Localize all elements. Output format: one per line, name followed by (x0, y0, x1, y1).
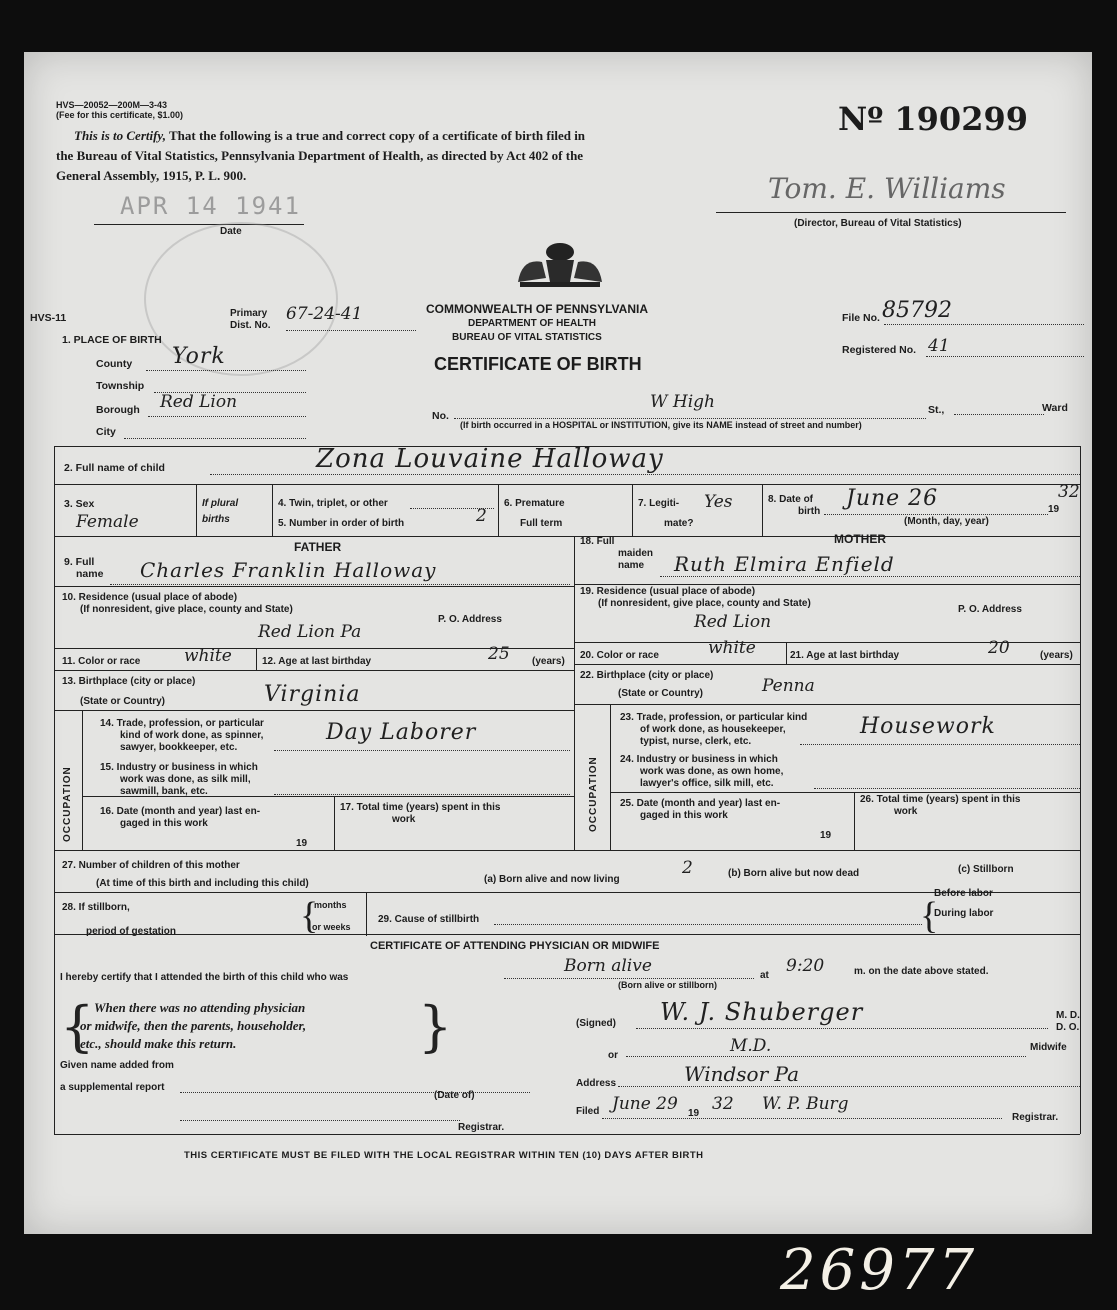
registered-no-label: Registered No. (842, 344, 917, 356)
order-label: 5. Number in order of birth (278, 518, 405, 529)
certify-line2: the Bureau of Vital Statistics, Pennsylvania Department of Health, as directed by Act 402 of the (56, 148, 584, 163)
father-last-engaged-label-2: gaged in this work (120, 818, 208, 829)
coat-of-arms-icon (512, 238, 608, 290)
mother-occupation-label: OCCUPATION (588, 756, 599, 832)
address-value: Windsor Pa (684, 1062, 799, 1086)
children-sub-label: (At time of this birth and including this child) (96, 878, 309, 889)
mother-trade-label-2: of work done, as housekeeper, (640, 724, 786, 735)
primary-dist-value: 67-24-41 (286, 304, 363, 324)
mother-trade-label: 23. Trade, profession, or particular kind (620, 712, 808, 723)
child-name-label: 2. Full name of child (64, 462, 165, 474)
children-label: 27. Number of children of this mother (62, 860, 240, 871)
father-occupation-label: OCCUPATION (62, 766, 73, 842)
physician-title-value: M.D. (730, 1036, 772, 1056)
if-stillborn-label: 28. If stillborn, (62, 902, 130, 913)
mother-header: MOTHER (834, 532, 886, 546)
dob-hint: (Month, day, year) (904, 516, 989, 527)
father-name-label-2: name (76, 568, 104, 580)
dob-year-prefix: 19 (1048, 504, 1060, 515)
mother-age-value: 20 (988, 638, 1010, 658)
mother-last-engaged-label-2: gaged in this work (640, 810, 728, 821)
weeks-label: or weeks (312, 922, 351, 932)
sex-label: 3. Sex (64, 498, 95, 510)
filing-notice: THIS CERTIFICATE MUST BE FILED WITH THE LOCAL REGISTRAR WITHIN TEN (10) DAYS AFTER BIRTH (184, 1150, 704, 1161)
sex-value: Female (76, 512, 139, 532)
born-hint: (Born alive or stillborn) (618, 980, 718, 990)
st-label: St., (928, 404, 945, 416)
filed-year: 32 (712, 1094, 734, 1114)
do-label: D. O. (1056, 1022, 1080, 1033)
father-name-label: 9. Full (64, 556, 95, 568)
father-header: FATHER (294, 540, 342, 554)
births-label: births (202, 514, 230, 525)
legitimate-value: Yes (704, 492, 733, 512)
file-no-value: 85792 (882, 298, 952, 323)
mother-maiden-label: maiden (618, 548, 654, 559)
father-state-label: (State or Country) (80, 696, 165, 707)
street-no-label: No. (432, 410, 449, 422)
borough-label: Borough (96, 404, 140, 416)
township-label: Township (96, 380, 145, 392)
mother-trade-value: Housework (860, 714, 996, 739)
registrar-label: Registrar. (458, 1122, 505, 1133)
mother-name-label: 18. Full (580, 536, 615, 547)
mother-color-value: white (708, 638, 756, 658)
cert-no-prefix: Nº (838, 100, 884, 138)
form-id: HVS-11 (30, 312, 67, 324)
filed-registrar-signature: W. P. Burg (762, 1094, 849, 1114)
registered-no-value: 41 (928, 336, 950, 356)
cause-of-stillbirth-label: 29. Cause of stillbirth (378, 914, 480, 925)
filed-year-prefix: 19 (688, 1108, 700, 1119)
at-label: at (760, 970, 769, 981)
midwife-label: Midwife (1030, 1042, 1067, 1053)
during-labor-label: During labor (934, 908, 994, 919)
father-po-label: P. O. Address (438, 614, 502, 625)
before-labor-label: Before labor (934, 888, 993, 899)
time-suffix: m. on the date above stated. (854, 966, 989, 977)
mother-total-time-label-2: work (894, 806, 918, 817)
mother-industry-label: 24. Industry or business in which (620, 754, 778, 765)
father-trade-value: Day Laborer (326, 720, 477, 745)
mother-last-engaged-label: 25. Date (month and year) last en- (620, 798, 781, 809)
premature-label: 6. Premature (504, 498, 565, 509)
mother-age-label: 21. Age at last birthday (790, 650, 900, 661)
mother-last-engaged-year: 19 (820, 830, 832, 841)
mother-years-label: (years) (1040, 650, 1073, 661)
father-residence-label: 10. Residence (usual place of abode) (62, 592, 238, 603)
dob-label: 8. Date of (768, 494, 814, 505)
county-value: York (172, 344, 226, 369)
father-total-time-label: 17. Total time (years) spent in this (340, 802, 501, 813)
bureau-heading: BUREAU OF VITAL STATISTICS (452, 332, 602, 343)
borough-value: Red Lion (160, 392, 238, 412)
born-alive-living-value: 2 (682, 858, 693, 878)
no-physician-note-2: or midwife, then the parents, householder, (80, 1018, 307, 1033)
no-physician-note-1: When there was no attending physician (94, 1000, 306, 1015)
mother-po-label: P. O. Address (958, 604, 1022, 615)
dob-value: June 26 (846, 486, 939, 511)
filed-date-value: June 29 (612, 1094, 678, 1114)
physician-header: CERTIFICATE OF ATTENDING PHYSICIAN OR MIDWIFE (370, 940, 660, 952)
mother-residence-note: (If nonresident, give place, county and State) (598, 598, 811, 609)
father-birthplace-value: Virginia (264, 682, 361, 707)
certify-line1: That the following is a true and correct copy of a certificate of birth filed in (168, 128, 586, 143)
certificate-sheet: HVS—20052—200M—3-43 (Fee for this certificate, $1.00) This is to Certify, That the following is a true and correct copy of a certificate of birth filed in the Bureau of Vital Statistics, Pennsylvania Department of Health, as directed by Act 402 of the General Assembly, 1915, P. L. 900. APR 14 1941 Date Nº 190299 Tom. E. Williams (Director, Bureau of Vital Statistics) HVS-11 Primary Dist. No. 67-24-41 COMMONWEALTH OF PENNSYLVANIA DEPARTMENT OF HEALTH BUREAU OF VITAL STATISTICS CERTIFICATE OF BIRTH File No. 85792 Registered No. 41 1. PLACE OF BIRTH County York Township Borough Red Lion City No. W High St., Ward (If birth occurred in a HOSPITAL or INSTITUTION, give its NAME instead of street and number) 2. Full name of child Zona Louvaine Halloway 3. Sex Female If plural births 4. Twin, triplet, or other 5. Number in order of birth 2 6. Premature Full term 7. Legiti- mate? Yes 8. Date of birth June 26 19 32 (Month, day, year) FATHER 9. Full name Charles Franklin Halloway 18. Full MOTHER maiden name Ruth Elmira Enfield 10. Residence (usual place of abode) (If nonresident, give place, county and State) P. O. Address Red Lion Pa 19. Residence (usual place of abode) (If nonresident, give place, county and State) P. O. Address Red Lion 11. Color or race white 12. Age at last birthday 25 (years) 20. Color or race white 21. Age at last birthday 20 (years) 13. Birthplace (city or place) (State or Country) Virginia 22. Birthplace (city or place) (State or Country) Penna OCCUPATION OCCUPATION 14. Trade, profession, or particular kind of work done, as spinner, sawyer, bookkeeper, etc. Day Laborer 15. Industry or business in which work was done, as silk mill, sawmill, bank, etc. 16. Date (month and year) last en- gaged in this work 19 17. Total time (years) spent in this work 23. Trade, profession, or particular kind of work done, as housekeeper, typist, nurse, clerk, etc. Housework 24. Industry or business in which work was done, as own home, lawyer's office, silk mill, etc. 25. Date (month and year) last en- gaged in this work 19 26. Total time (years) spent in this work 27. Number of children of this mother (At time of this birth and including this child) (a) Born alive and now living 2 (b) Born alive but now dead (c) Stillborn 28. If stillborn, period of gestation { months or weeks 29. Cause of stillbirth { Before labor During labor CERTIFICATE OF ATTENDING PHYSICIAN OR MIDWIFE I hereby certify that I attended the birth of this child who was Born alive (Born alive or stillborn) at 9:20 m. on the date above stated. { When there was no attending physician or midwife, then the parents, householder, etc., should make this return. } (Signed) W. J. Shuberger M. D. D. O. or M.D. Midwife Given name added from a supplemental report (Date of) Registrar. Address Windsor Pa Filed June 29 19 32 W. P. Burg Registrar. THIS CERTIFICATE MUST BE FILED WITH THE LOCAL REGISTRAR WITHIN TEN (10) DAYS AFTER BIRTH (24, 52, 1092, 1234)
child-name-value: Zona Louvaine Halloway (316, 444, 664, 474)
mother-color-label: 20. Color or race (580, 650, 659, 661)
mate-label: mate? (664, 518, 694, 529)
fee-note: (Fee for this certificate, $1.00) (56, 110, 184, 120)
stillborn-label: (c) Stillborn (958, 864, 1014, 875)
born-alive-value: Born alive (564, 956, 652, 976)
hospital-note: (If birth occurred in a HOSPITAL or INSTITUTION, give its NAME instead of street and number) (460, 420, 862, 430)
father-trade-label-3: sawyer, bookkeeper, etc. (120, 742, 238, 753)
born-alive-dead-label: (b) Born alive but now dead (728, 868, 860, 879)
primary-label: Primary (230, 308, 268, 319)
father-industry-label: 15. Industry or business in which (100, 762, 258, 773)
mother-total-time-label: 26. Total time (years) spent in this (860, 794, 1021, 805)
date-of-label: (Date of) (434, 1090, 475, 1101)
mother-state-label: (State or Country) (618, 688, 703, 699)
ward-label: Ward (1042, 402, 1068, 414)
county-label: County (96, 358, 133, 370)
dob-birth-label: birth (798, 506, 821, 517)
father-industry-label-2: work was done, as silk mill, (120, 774, 251, 785)
received-stamp: APR 14 1941 (120, 192, 301, 220)
mother-industry-label-2: work was done, as own home, (640, 766, 784, 777)
father-birthplace-label: 13. Birthplace (city or place) (62, 676, 196, 687)
dob-year: 32 (1058, 482, 1080, 502)
form-code: HVS—20052—200M—3-43 (56, 100, 168, 110)
mother-trade-label-3: typist, nurse, clerk, etc. (640, 736, 752, 747)
father-trade-label-2: kind of work done, as spinner, (120, 730, 264, 741)
twin-label: 4. Twin, triplet, or other (278, 498, 388, 509)
date-label: Date (220, 226, 242, 237)
street-value: W High (650, 392, 715, 412)
mother-name-value: Ruth Elmira Enfield (674, 552, 895, 576)
filed-label: Filed (576, 1106, 600, 1117)
supplemental-label: a supplemental report (60, 1082, 165, 1093)
father-age-value: 25 (488, 644, 510, 664)
director-signature: Tom. E. Williams (768, 172, 1006, 205)
certify-lead: This is to Certify, (74, 128, 166, 143)
dist-no-label: Dist. No. (230, 320, 271, 331)
father-last-engaged-year: 19 (296, 838, 308, 849)
father-color-value: white (184, 646, 232, 666)
md-label: M. D. (1056, 1010, 1080, 1021)
place-of-birth-label: 1. PLACE OF BIRTH (62, 334, 162, 346)
mother-industry-label-3: lawyer's office, silk mill, etc. (640, 778, 774, 789)
given-name-label: Given name added from (60, 1060, 174, 1071)
cert-number: 190299 (894, 100, 1028, 138)
gestation-label: period of gestation (86, 926, 176, 937)
mother-name-label-3: name (618, 560, 645, 571)
father-residence-note: (If nonresident, give place, county and State) (80, 604, 293, 615)
father-years-label: (years) (532, 656, 565, 667)
or-label: or (608, 1050, 618, 1061)
mother-residence-value: Red Lion (694, 612, 772, 632)
file-no-label: File No. (842, 312, 880, 324)
father-total-time-label-2: work (392, 814, 416, 825)
plural-label: If plural (202, 498, 239, 509)
father-last-engaged-label: 16. Date (month and year) last en- (100, 806, 261, 817)
father-industry-label-3: sawmill, bank, etc. (120, 786, 208, 797)
born-alive-living-label: (a) Born alive and now living (484, 874, 620, 885)
mother-residence-label: 19. Residence (usual place of abode) (580, 586, 756, 597)
order-value: 2 (476, 506, 487, 526)
director-label: (Director, Bureau of Vital Statistics) (794, 218, 962, 229)
no-physician-note-3: etc., should make this return. (80, 1036, 237, 1051)
father-residence-value: Red Lion Pa (258, 622, 362, 642)
physician-certify-label: I hereby certify that I attended the birth of this child who was (60, 972, 349, 983)
filed-registrar-label: Registrar. (1012, 1112, 1059, 1123)
full-term-label: Full term (520, 518, 563, 529)
father-name-value: Charles Franklin Halloway (140, 558, 437, 582)
physician-signature: W. J. Shuberger (660, 998, 864, 1026)
legitimate-label: 7. Legiti- (638, 498, 680, 509)
mother-birthplace-label: 22. Birthplace (city or place) (580, 670, 714, 681)
mother-birthplace-value: Penna (762, 676, 815, 696)
months-label: months (314, 900, 347, 910)
father-color-label: 11. Color or race (62, 656, 141, 667)
father-trade-label: 14. Trade, profession, or particular (100, 718, 264, 729)
signed-label: (Signed) (576, 1018, 616, 1029)
time-value: 9:20 (786, 956, 825, 976)
department-heading: DEPARTMENT OF HEALTH (468, 318, 596, 329)
negative-number: 26977 (780, 1238, 979, 1303)
father-age-label: 12. Age at last birthday (262, 656, 372, 667)
certificate-title: CERTIFICATE OF BIRTH (434, 354, 642, 374)
city-label: City (96, 426, 116, 438)
address-label: Address (576, 1078, 617, 1089)
certify-line3: General Assembly, 1915, P. L. 900. (56, 168, 247, 183)
commonwealth-heading: COMMONWEALTH OF PENNSYLVANIA (426, 302, 648, 316)
